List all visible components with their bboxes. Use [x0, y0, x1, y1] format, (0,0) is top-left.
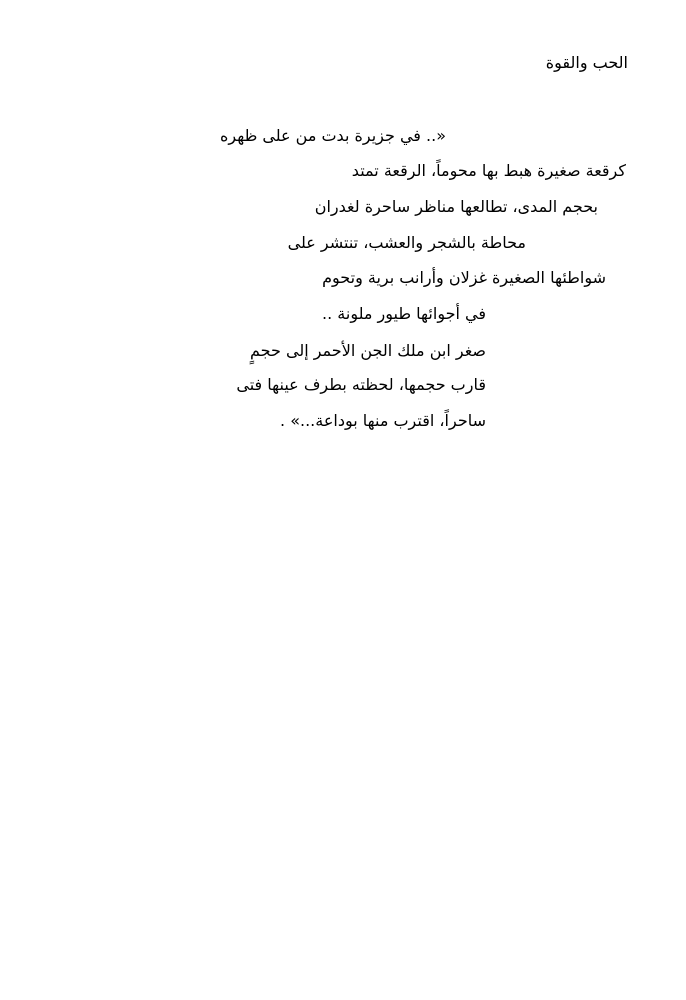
text-line: محاطة بالشجر والعشب، تنتشر على — [287, 233, 526, 252]
text-line: صغر ابن ملك الجن الأحمر إلى حجمٍ — [250, 341, 486, 360]
text-line: ساحراً، اقترب منها بوداعة...» . — [280, 411, 486, 430]
text-line: كرقعة صغيرة هبط بها محوماً، الرقعة تمتد — [351, 161, 626, 180]
text-line: شواطئها الصغيرة غزلان وأرانب برية وتحوم — [322, 268, 606, 287]
text-line: بحجم المدى، تطالعها مناظر ساحرة لغدران — [314, 197, 598, 216]
page-title: الحب والقوة — [545, 53, 628, 72]
text-line: في أجوائها طيور ملونة .. — [322, 304, 486, 323]
text-line: قارب حجمها، لحظته بطرف عينها فتى — [236, 375, 486, 394]
text-line: «.. في جزيرة بدت من على ظهره — [219, 126, 446, 145]
